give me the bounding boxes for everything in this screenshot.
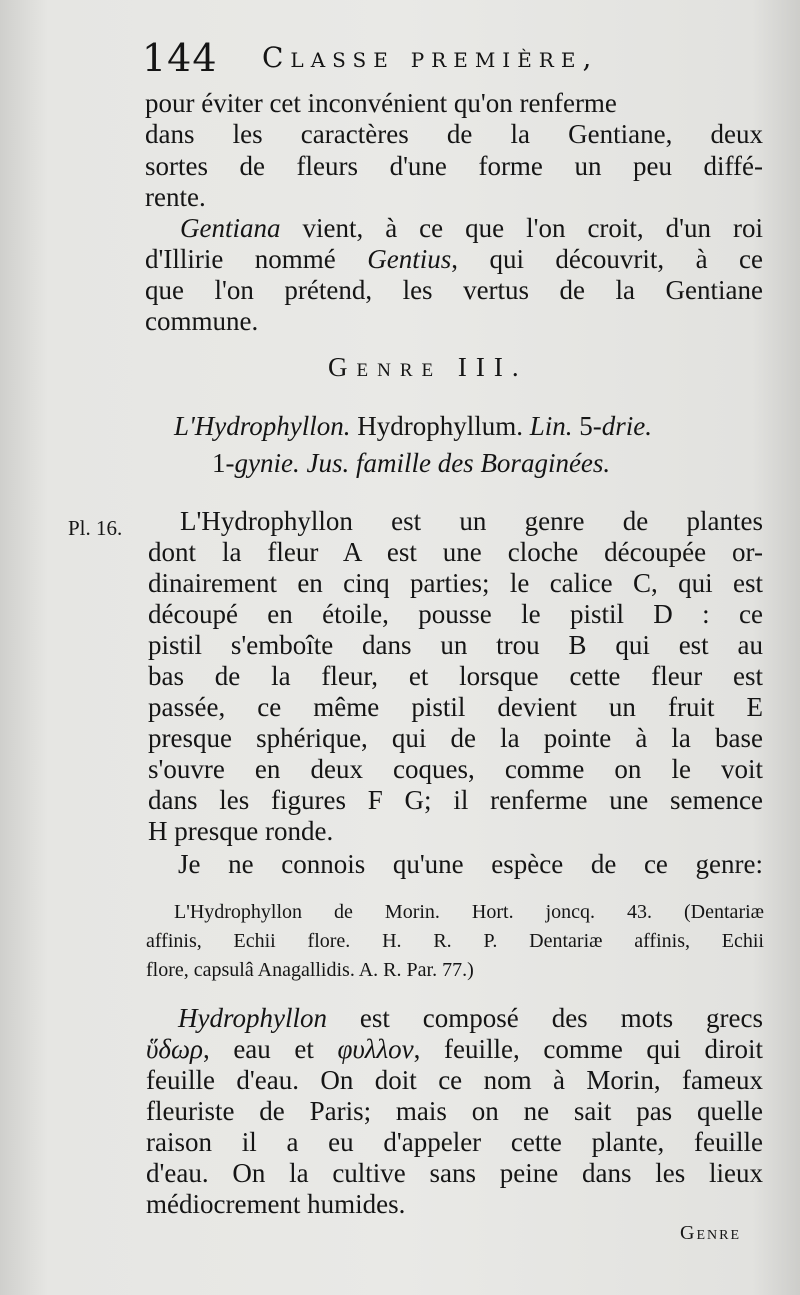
text-line: H presque ronde. — [148, 816, 334, 846]
page-number: 144 — [142, 36, 218, 80]
catchword: Genre — [680, 1222, 741, 1244]
text-line — [178, 1002, 763, 1034]
text-line: pistil s'emboîte dans un trou B qui est au — [148, 630, 763, 660]
line-text: , qui découvrit, à ce — [451, 244, 763, 274]
line-text: d'Illirie nommé — [145, 244, 368, 274]
text-line — [145, 243, 763, 275]
greek-word: φυλλον — [337, 1034, 414, 1064]
species-entry: L'Hydrophyllon de Morin. Hort. joncq. 43. (Dentariæ — [174, 901, 764, 923]
text-line: feuille d'eau. On doit ce nom à Morin, fameux — [146, 1065, 763, 1095]
text-line: que l'on prétend, les vertus de la Gentiane — [145, 275, 763, 305]
line-text: est composé des mots grecs — [326, 1003, 763, 1033]
text-line: presque sphérique, qui de la pointe à la base — [148, 723, 763, 753]
text-line: L'Hydrophyllon est un genre de plantes — [180, 506, 763, 536]
text-line — [145, 87, 763, 119]
text-line: passée, ce même pistil devient un fruit E — [148, 692, 763, 722]
text-line: dans les figures F G; il renferme une semence — [148, 785, 763, 815]
text-line — [146, 1033, 763, 1065]
author-abbrev: Lin. — [529, 411, 573, 441]
text-line: s'ouvre en deux coques, comme on le voit — [148, 754, 763, 784]
text-line: Je ne connois qu'une espèce de ce genre: — [178, 849, 763, 879]
text-line: sortes de fleurs d'une forme un peu diffé- — [145, 151, 763, 181]
species-entry: affinis, Echii flore. H. R. P. Dentariæ affinis, Echii — [146, 930, 764, 952]
species-entry: flore, capsulâ Anagallidis. A. R. Par. 77.) — [146, 959, 474, 981]
running-title: Classe première, — [262, 41, 599, 74]
class-number: 5- — [572, 411, 602, 441]
text-line: raison il a eu d'appeler cette plante, feuille — [146, 1127, 763, 1157]
plate-reference: Pl. 16. — [68, 516, 123, 540]
genus-subtitle-line2 — [212, 447, 610, 479]
text-line: fleuriste de Paris; mais on ne sait pas quelle — [146, 1096, 763, 1126]
text-line: dans les caractères de la Gentiane, deux — [145, 119, 763, 149]
line-text: pour éviter cet inconvénient qu'on renferme — [145, 88, 617, 118]
text-line: dont la fleur A est une cloche découpée or- — [148, 537, 763, 567]
text-line: commune. — [145, 306, 259, 336]
italic-term: Gentius — [367, 244, 452, 274]
text-line: rente. — [145, 182, 206, 212]
line-text: vient, à ce que l'on croit, d'un roi — [280, 213, 763, 243]
text-line: d'eau. On la cultive sans peine dans les lieux — [146, 1158, 763, 1188]
latin-name: Hydrophyllum. — [350, 411, 530, 441]
genus-subtitle — [174, 410, 652, 442]
text-line: découpé en étoile, pousse le pistil D : ce — [148, 599, 763, 629]
text-line: médiocrement humides. — [146, 1189, 406, 1219]
line-text: , eau et — [202, 1034, 338, 1064]
line-text: , feuille, comme qui diroit — [413, 1034, 763, 1064]
class-name: drie. — [601, 411, 653, 441]
page-header — [142, 34, 782, 82]
greek-word: ὕδωρ — [146, 1034, 203, 1064]
genus-name: L'Hydrophyllon. — [174, 411, 351, 441]
order-number: 1- — [212, 448, 235, 478]
italic-term: Hydrophyllon — [178, 1003, 327, 1033]
italic-term: Gentiana — [180, 213, 281, 243]
text-line: dinairement en cinq parties; le calice C, qui est — [148, 568, 763, 598]
text-line — [180, 212, 763, 244]
text-line: bas de la fleur, et lorsque cette fleur est — [148, 661, 763, 691]
order-family: gynie. Jus. famille des Boraginées. — [234, 448, 611, 478]
genre-heading: Genre III. — [328, 352, 528, 382]
